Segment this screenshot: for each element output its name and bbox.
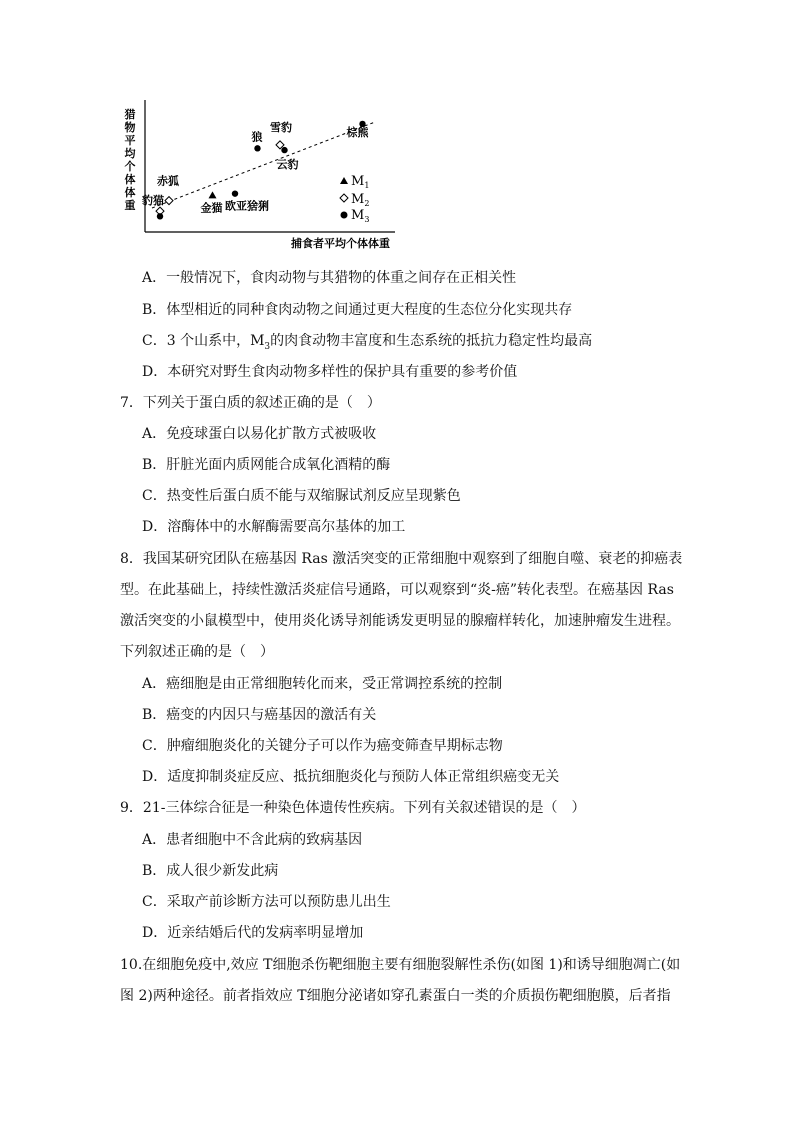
- point-2: [165, 197, 173, 205]
- point-1: [157, 213, 163, 219]
- point-labels: [142, 120, 369, 215]
- point-label-4: 欧亚猞猁: [225, 199, 269, 213]
- point-3: [209, 191, 217, 198]
- q8-option-a: A．癌细胞是由正常细胞转化而来，受正常调控系统的控制: [142, 676, 503, 692]
- q6-option-a: A．一般情况下，食肉动物与其猎物的体重之间存在正相关性: [142, 270, 517, 286]
- point-label-8: 棕熊: [346, 125, 369, 139]
- q7-option-b: B．肝脏光面内质网能合成氧化酒精的酶: [142, 457, 391, 473]
- q7-stem: 7．下列关于蛋白质的叙述正确的是（ ）: [120, 395, 381, 411]
- legend-m1-marker: [340, 177, 348, 184]
- legend: [340, 174, 369, 224]
- q9-option-c: C．采取产前诊断方法可以预防患儿出生: [142, 894, 391, 910]
- point-label-7: 云豹: [276, 158, 299, 172]
- q8-stem-line-2: 型。在此基础上，持续性激活炎症信号通路，可以观察到“炎-癌”转化表型。在癌基因 Ras: [120, 582, 674, 598]
- q7-option-c: C．热变性后蛋白质不能与双缩脲试剂反应呈现紫色: [142, 488, 461, 504]
- trend-line: [152, 122, 375, 208]
- legend-m1: $M_1$: [351, 174, 370, 190]
- q8-stem-line-4: 下列叙述正确的是（ ）: [120, 644, 274, 660]
- y-axis-label: 猎物平均个体体重: [124, 108, 136, 212]
- point-label-3: 金猫: [200, 201, 223, 215]
- point-4: [232, 190, 238, 196]
- q8-option-c: C．肿瘤细胞炎化的关键分子可以作为癌变筛查早期标志物: [142, 738, 503, 754]
- point-label-6: 雪豹: [270, 120, 292, 134]
- point-5: [254, 145, 260, 151]
- q8-option-d: D．适度抑制炎症反应、抵抗细胞炎化与预防人体正常组织癌变无关: [142, 769, 560, 785]
- q7-option-d: D．溶酶体中的水解酶需要高尔基体的加工: [142, 519, 406, 535]
- point-7: [281, 147, 287, 153]
- q6-option-c: C．3 个山系中，$M_3$的肉食动物丰富度和生态系统的抵抗力稳定性均最高: [142, 333, 593, 352]
- scatter-chart: [120, 100, 400, 250]
- q9-stem: 9．21-三体综合征是一种染色体遗传性疾病。下列有关叙述错误的是（ ）: [120, 800, 586, 816]
- q10-stem-line-1: 10.在细胞免疫中,效应 T细胞杀伤靶细胞主要有细胞裂解性杀伤(如图 1)和诱导细胞凋亡(如: [120, 957, 681, 973]
- q6-option-d: D．本研究对野生食肉动物多样性的保护具有重要的参考价值: [142, 364, 518, 380]
- q7-option-a: A．免疫球蛋白以易化扩散方式被吸收: [142, 426, 377, 442]
- q8-option-b: B．癌变的内因只与癌基因的激活有关: [142, 707, 377, 723]
- q8-stem-line-3: 激活突变的小鼠模型中，使用炎化诱导剂能诱发更明显的腺瘤样转化，加速肿瘤发生进程。: [120, 613, 680, 629]
- q9-option-d: D．近亲结婚后代的发病率明显增加: [142, 925, 364, 941]
- legend-m3-marker: [341, 212, 348, 219]
- legend-m2-marker: [340, 194, 348, 202]
- q8-stem-line-1: 8．我国某研究团队在癌基因 Ras 激活突变的正常细胞中观察到了细胞自噬、衰老的抑癌表: [120, 551, 683, 567]
- point-label-5: 狼: [251, 130, 263, 144]
- q10-stem-line-2: 图 2)两种途径。前者指效应 T细胞分泌诸如穿孔素蛋白一类的介质损伤靶细胞膜，后者指: [120, 988, 671, 1004]
- legend-m2: $M_2$: [351, 192, 370, 208]
- q6-option-b: B．体型相近的同种食肉动物之间通过更大程度的生态位分化实现共存: [142, 302, 573, 318]
- legend-m3: $M_3$: [351, 208, 370, 224]
- q9-option-b: B．成人很少新发此病: [142, 863, 279, 879]
- point-label-0: 豹猫: [142, 194, 164, 208]
- q9-option-a: A．患者细胞中不含此病的致病基因: [142, 832, 363, 848]
- x-axis-label: 捕食者平均个体体重: [291, 237, 390, 250]
- point-label-2: 赤狐: [157, 174, 179, 188]
